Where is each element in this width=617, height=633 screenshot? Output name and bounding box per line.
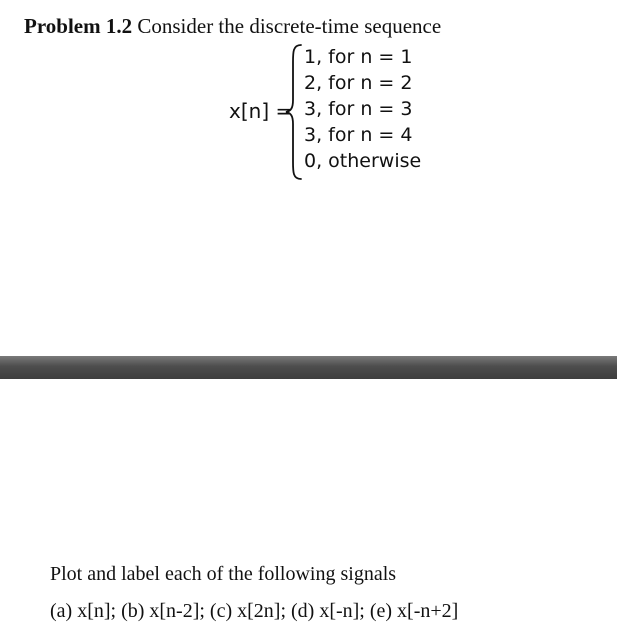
case-line: 3, for n = 3 xyxy=(304,98,413,120)
problem-number: Problem 1.2 xyxy=(24,14,133,38)
problem-statement: Consider the discrete-time sequence xyxy=(137,14,442,38)
instruction-text: Plot and label each of the following signals xyxy=(50,563,397,585)
case-line: 1, for n = 1 xyxy=(304,46,413,68)
case-line: 0, otherwise xyxy=(304,150,422,172)
equation-cases xyxy=(304,44,421,174)
case-line: 3, for n = 4 xyxy=(304,124,413,146)
case-line: 2, for n = 2 xyxy=(304,72,413,94)
section-divider xyxy=(0,356,617,379)
signal-parts-list: (a) x[n]; (b) x[n-2]; (c) x[2n]; (d) x[-n]; (e) x[-n+2] xyxy=(50,600,459,622)
equation-lhs: x[n] = xyxy=(229,99,293,123)
problem-heading xyxy=(24,12,441,40)
left-brace-icon xyxy=(284,42,304,182)
